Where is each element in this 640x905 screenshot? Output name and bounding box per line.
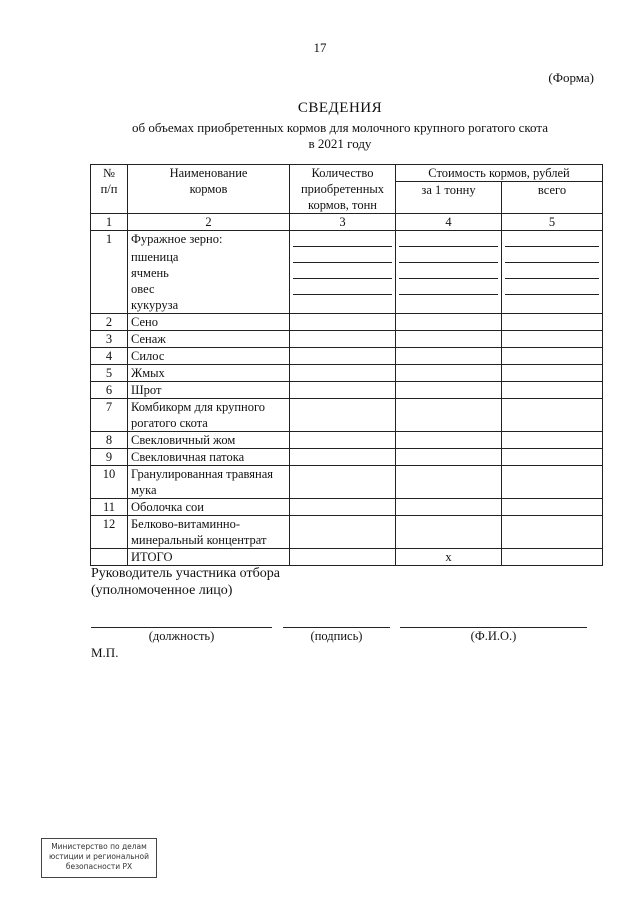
header-num-line2: п/п [100, 182, 118, 196]
row-name: Силос [128, 348, 290, 365]
row-name [128, 399, 290, 432]
subtitle-line-1: об объемах приобретенных кормов для молочного крупного рогатого скота [131, 120, 549, 135]
row-name: Шрот [128, 382, 290, 399]
row-name: Сенаж [128, 331, 290, 348]
header-qty [290, 165, 396, 214]
header-num [91, 165, 128, 214]
total-cell[interactable] [502, 365, 603, 382]
subtitle-line-2: в 2021 году [308, 136, 372, 151]
table-row [91, 331, 603, 348]
row-name-line: Гранулированная травяная [131, 467, 274, 481]
table-row [91, 365, 603, 382]
total-cell[interactable] [502, 382, 603, 399]
table-row [91, 314, 603, 331]
table-row [91, 449, 603, 466]
total-label: ИТОГО [128, 549, 290, 566]
row-name-line: мука [131, 483, 157, 497]
document-title: СВЕДЕНИЯ [297, 100, 383, 116]
per-ton-cell[interactable] [396, 314, 502, 331]
total-cell[interactable] [502, 348, 603, 365]
per-ton-cell[interactable] [396, 365, 502, 382]
qty-cell[interactable] [290, 432, 396, 449]
header-per-ton: за 1 тонну [396, 182, 502, 214]
position-caption: (должность) [148, 629, 215, 643]
signatory-block [91, 565, 280, 599]
row-name: Сено [128, 314, 290, 331]
table-row [91, 348, 603, 365]
total-cell[interactable] [502, 399, 603, 432]
total-cell[interactable] [502, 499, 603, 516]
signature-caption: (подпись) [310, 629, 363, 643]
total-cell[interactable] [502, 314, 603, 331]
row-name-line: Комбикорм для крупного [131, 400, 266, 414]
row-name [128, 466, 290, 499]
header-name [128, 165, 290, 214]
total-cell[interactable] [502, 331, 603, 348]
registration-stamp [41, 838, 157, 878]
qty-cell[interactable] [290, 231, 396, 314]
page-number: 17 [313, 40, 327, 55]
row-name-line: минеральный концентрат [131, 533, 267, 547]
grain-subitem: кукуруза [131, 298, 179, 312]
total-per-ton-cell: х [396, 549, 502, 566]
signature-line[interactable] [283, 627, 390, 628]
col-number-3: 3 [290, 214, 396, 231]
total-cell[interactable] [502, 516, 603, 549]
seal-place-label: М.П. [91, 645, 119, 660]
row-name: Жмых [128, 365, 290, 382]
per-ton-cell[interactable] [396, 348, 502, 365]
row-number: 7 [91, 399, 128, 432]
per-ton-cell[interactable] [396, 382, 502, 399]
per-ton-cell[interactable] [396, 499, 502, 516]
qty-cell[interactable] [290, 348, 396, 365]
row-name [128, 231, 290, 314]
per-ton-cell[interactable] [396, 449, 502, 466]
grain-subitem: овес [131, 282, 155, 296]
table-row [91, 499, 603, 516]
signatory-line-1: Руководитель участника отбора [91, 566, 280, 581]
header-num-line1: № [103, 166, 115, 180]
qty-cell[interactable] [290, 382, 396, 399]
table-row [91, 516, 603, 549]
per-ton-cell[interactable] [396, 432, 502, 449]
signatory-line-2: (уполномоченное лицо) [91, 583, 233, 598]
per-ton-cell[interactable] [396, 516, 502, 549]
header-total: всего [502, 182, 603, 214]
row-number: 4 [91, 348, 128, 365]
qty-cell[interactable] [290, 365, 396, 382]
qty-cell[interactable] [290, 516, 396, 549]
qty-cell[interactable] [290, 466, 396, 499]
total-sum-cell[interactable] [502, 549, 603, 566]
qty-cell[interactable] [290, 314, 396, 331]
qty-cell[interactable] [290, 331, 396, 348]
row-number: 6 [91, 382, 128, 399]
column-numbers-row [91, 214, 603, 231]
total-cell[interactable] [502, 466, 603, 499]
total-qty-cell[interactable] [290, 549, 396, 566]
header-qty-line3: кормов, тонн [308, 198, 377, 212]
table-row [91, 231, 603, 314]
col-number-2: 2 [128, 214, 290, 231]
form-label: (Форма) [548, 70, 594, 85]
total-row-num [91, 549, 128, 566]
row-number: 10 [91, 466, 128, 499]
per-ton-cell[interactable] [396, 466, 502, 499]
fio-caption: (Ф.И.О.) [470, 629, 517, 643]
qty-cell[interactable] [290, 449, 396, 466]
row-name: Оболочка сои [128, 499, 290, 516]
header-name-line1: Наименование [169, 166, 248, 180]
total-row [91, 549, 603, 566]
table-row [91, 399, 603, 432]
row-name-line: Белково-витаминно- [131, 517, 241, 531]
header-name-line2: кормов [189, 182, 228, 196]
qty-cell[interactable] [290, 499, 396, 516]
total-cell[interactable] [502, 231, 603, 314]
row-number: 1 [91, 231, 128, 314]
total-cell[interactable] [502, 449, 603, 466]
grain-subitem: пшеница [131, 250, 179, 264]
per-ton-cell[interactable] [396, 331, 502, 348]
table-row [91, 432, 603, 449]
col-number-4: 4 [396, 214, 502, 231]
row-number: 11 [91, 499, 128, 516]
row-name-line: рогатого скота [131, 416, 208, 430]
table-row [91, 466, 603, 499]
qty-cell[interactable] [290, 399, 396, 432]
header-qty-line2: приобретенных [300, 182, 385, 196]
total-cell[interactable] [502, 432, 603, 449]
grain-subitem: ячмень [131, 266, 169, 280]
feed-table [90, 164, 603, 566]
per-ton-cell[interactable] [396, 399, 502, 432]
fio-line[interactable] [400, 627, 587, 628]
stamp-line: Министерство по делам [51, 842, 147, 851]
col-number-1: 1 [91, 214, 128, 231]
header-qty-line1: Количество [311, 166, 374, 180]
row-number: 12 [91, 516, 128, 549]
position-line[interactable] [91, 627, 272, 628]
grain-label: Фуражное зерно: [131, 232, 223, 246]
stamp-line: безопасности РХ [65, 862, 133, 871]
col-number-5: 5 [502, 214, 603, 231]
row-number: 5 [91, 365, 128, 382]
row-number: 8 [91, 432, 128, 449]
per-ton-cell[interactable] [396, 231, 502, 314]
document-subtitle [0, 120, 640, 152]
stamp-line: юстиции и региональной [48, 852, 150, 861]
row-name: Свекловичная патока [128, 449, 290, 466]
row-name: Свекловичный жом [128, 432, 290, 449]
header-cost: Стоимость кормов, рублей [396, 165, 603, 182]
row-number: 9 [91, 449, 128, 466]
row-number: 2 [91, 314, 128, 331]
row-name [128, 516, 290, 549]
table-row [91, 382, 603, 399]
row-number: 3 [91, 331, 128, 348]
